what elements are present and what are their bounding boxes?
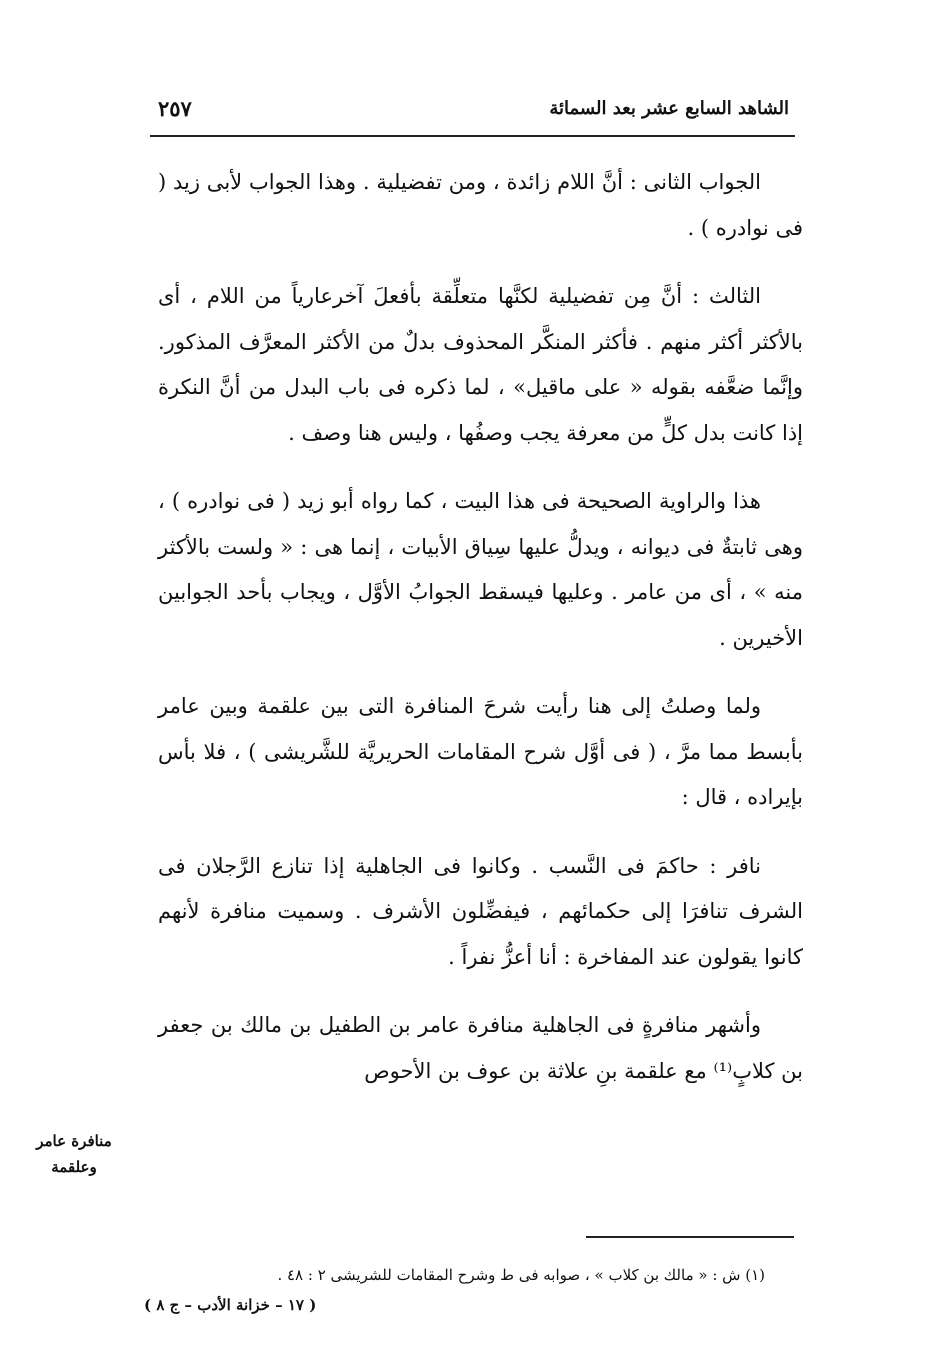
running-title: الشاهد السابع عشر بعد السمائة [549, 98, 789, 119]
main-text [158, 160, 803, 1094]
footnote: (١) ش : « مالك بن كلاب » ، صوابه فى ط وشرح المقامات للشريشى ٢ : ٤٨ . [277, 1266, 765, 1284]
running-header [150, 92, 795, 132]
margin-note [26, 1128, 122, 1180]
header-rule [150, 135, 795, 137]
page-number: ٢٥٧ [158, 96, 192, 121]
paragraph-correct-narration: هذا والراوية الصحيحة فى هذا البيت ، كما رواه أبو زيد ( فى نوادره ) ، وهى ثابتةٌ فى ديوانه ، ويدلُّ عليها سِياق الأبيات ، إنما هى : « ولست بالأكثر منه » ، أى من عامر . وعليها فيسقط الجوابُ الأوَّل ، ويجاب بأحد الجوابين الأخيرين . [158, 489, 803, 650]
margin-note-line: منافرة عامر [36, 1132, 112, 1150]
paragraph-famous-munafara: وأشهر منافرةٍ فى الجاهلية منافرة عامر بن الطفيل بن مالك بن جعفر بن كلابٍ⁽¹⁾ مع علقمة بنِ علاثة بن عوف بن الأحوص [158, 1013, 803, 1083]
paragraph-second-answer: الجواب الثانى : أنَّ اللام زائدة ، ومن تفضيلية . وهذا الجواب لأبى زيد ( فى نوادره ) . [158, 170, 803, 240]
paragraph-munafara-intro: ولما وصلتُ إلى هنا رأيت شرحَ المنافرة التى بين علقمة وبين عامر بأبسط مما مرَّ ، ( فى أوَّل شرح المقامات الحريريَّة للشَّريشى ) ، فلا بأس بإيراده ، قال : [158, 694, 803, 809]
margin-note-line: وعلقمة [51, 1158, 97, 1176]
footnote-rule [586, 1236, 794, 1238]
signature-mark: ( ١٧ – خزانة الأدب – ج ٨ ) [144, 1296, 317, 1314]
paragraph-nafara-definition: نافر : حاكمَ فى النَّسب . وكانوا فى الجاهلية إذا تنازع الرَّجلان فى الشرف تنافرَا إلى حكمائهم ، فيفضِّلون الأشرف . وسميت منافرة لأنهم كانوا يقولون عند المفاخرة : أنا أعزُّ نفراً . [158, 853, 803, 969]
paragraph-third-answer: الثالث : أنَّ مِن تفضيلية لكنَّها متعلِّقة بأفعلَ آخرعارياً من اللام ، أى بالأكثر أكثر منهم . فأكثر المنكَّر المحذوف بدلٌ من الأكثر المعرَّف المذكور. وإنَّما ضعَّفه بقوله « على ماقيل» ، لما ذكره فى باب البدل من أنَّ النكرة إذا كانت بدل كلٍّ من معرفة يجب وصفُها ، وليس هنا وصف . [158, 284, 803, 445]
